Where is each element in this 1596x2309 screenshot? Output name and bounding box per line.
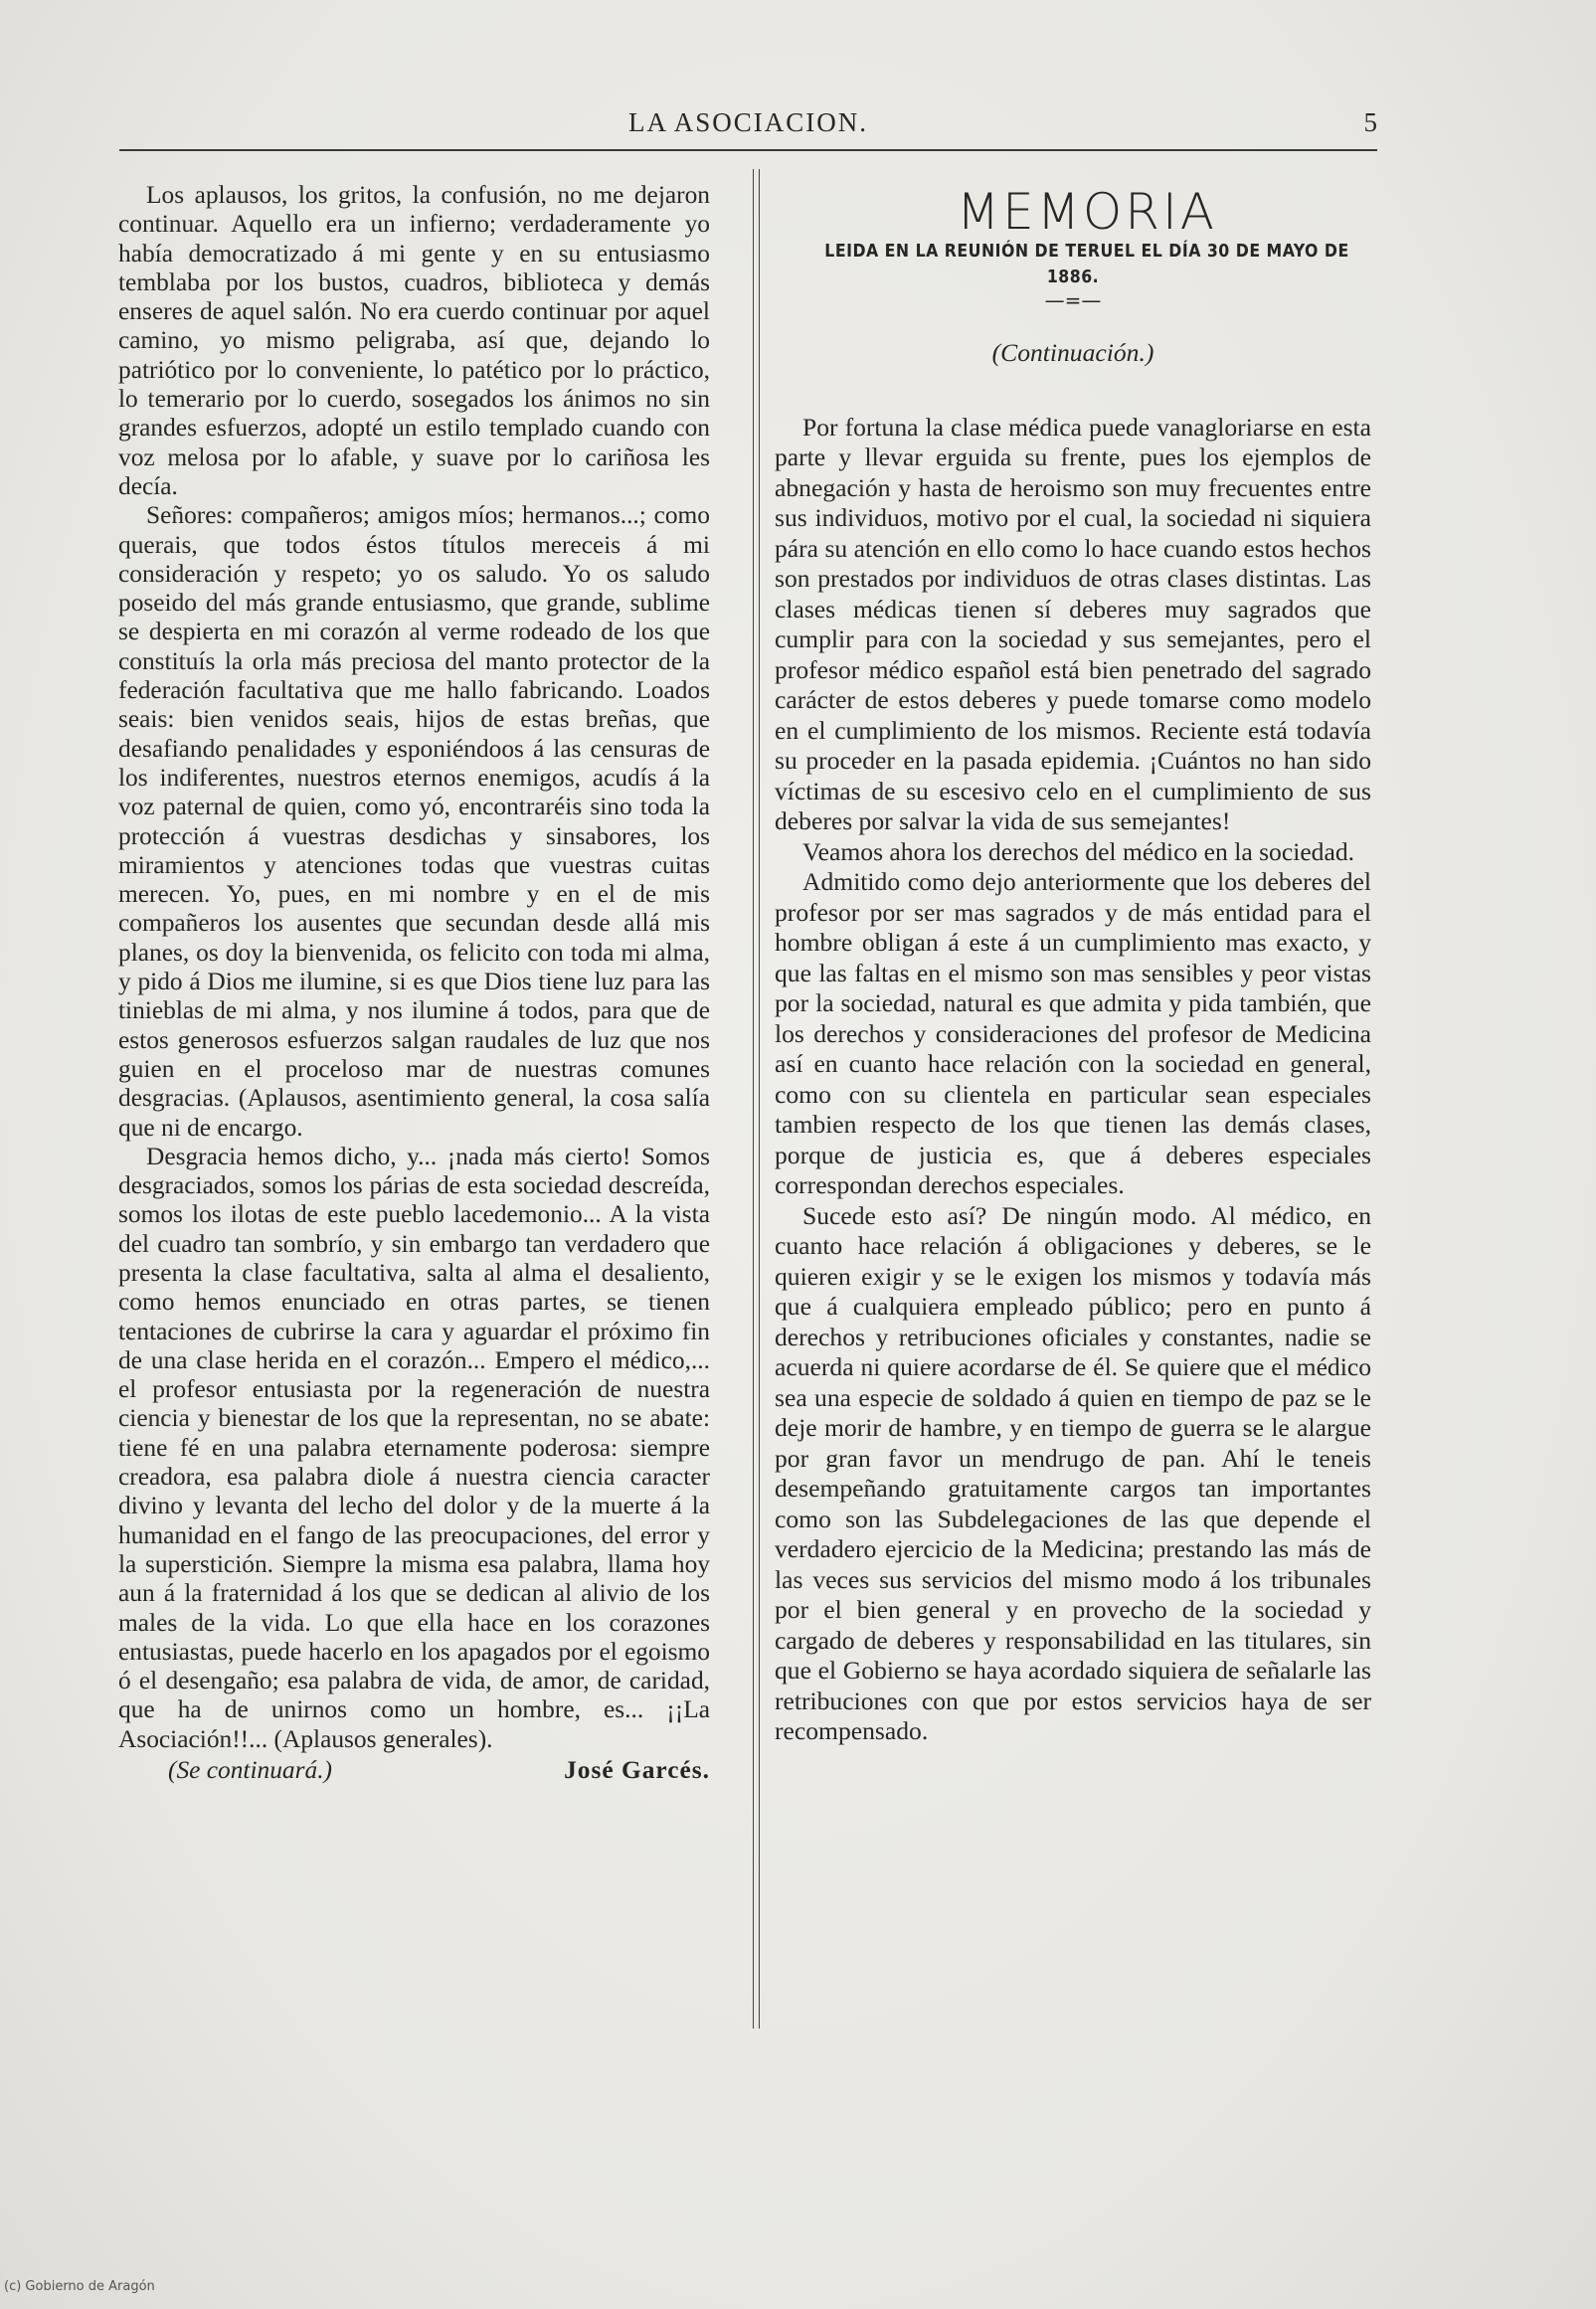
copyright-watermark: (c) Gobierno de Aragón	[4, 2279, 155, 2294]
right-column	[775, 185, 1371, 1747]
column-divider	[753, 169, 760, 2029]
page-header	[119, 107, 1377, 147]
article-paragraph: Señores: compañeros; amigos míos; hermanos...; como querais, que todos éstos títulos mereceis á mi consideración y respeto; yo os saludo. Yo os saludo poseido del más grande entusiasmo, que grande, sublime se despierta en mi corazón al verme rodeado de los que constituís la orla más preciosa del manto protector de la federación facultativa que me hallo fabricando. Loados seais: bien venidos seais, hijos de estas breñas, que desafiando penalidades y esponiéndoos á las censuras de los indiferentes, nuestros eternos enemigos, acudís á la voz paternal de quien, como yó, encontraréis sino toda la protección á vuestras desdichas y sinsabores, los miramientos y atenciones todas que vuestras cuitas merecen. Yo, pues, en mi nombre y en el de mis compañeros los ausentes que secundan desde allá mis planes, os doy la bienvenida, os felicito con toda mi alma, y pido á Dios me ilumine, si es que Dios tiene luz para las tinieblas de mi alma, y nos ilumine á todos, para que de estos generosos esfuerzos salgan raudales de luz que nos guien en el proceloso mar de nuestras comunes desgracias. (Aplausos, asentimiento general, la cosa salía que ni de encargo.	[118, 501, 710, 1142]
article-signoff	[118, 1756, 710, 1785]
article-paragraph: Veamos ahora los derechos del médico en la sociedad.	[802, 836, 1355, 866]
continuation-note: (Se continuará.)	[168, 1756, 333, 1785]
article-paragraph: Desgracia hemos dicho, y... ¡nada más cierto! Somos desgraciados, somos los párias de esta sociedad descreída, somos los ilotas de este pueblo lacedemonio... A la vista del cuadro tan sombrío, y sin embargo tan verdadero que presenta la clase facultativa, salta al alma el desaliento, como hemos enunciado en otras partes, se tienen tentaciones de cubrirse la cara y aguardar el próximo fin de una clase herida en el corazón... Empero el médico,... el profesor entusiasta por la regeneración de nuestra ciencia y bienestar de los que la representan, no se abate: tiene fé en una palabra eternamente poderosa: siempre creadora, esa palabra diole á nuestra ciencia caracter divino y levanta del lecho del dolor y de la muerte á la humanidad en el fango de las preocupaciones, del error y la superstición. Siempre la misma esa palabra, llama hoy aun á la fraternidad á los que se dedican al alivio de los males de la vida. Lo que ella hace en los corazones entusiastas, puede hacerlo en los apagados por el egoismo ó el desengaño; esa palabra de vida, de amor, de caridad, que ha de unirnos como un hombre, es... ¡¡La Asociación!!... (Aplausos generales).	[118, 1142, 710, 1753]
article-paragraph: Sucede esto así? De ningún modo. Al médico, en cuanto hace relación á obligaciones y deberes, se le quieren exigir y se le exigen los mismos y todavía más que á cualquiera empleado público; pero en punto á derechos y retribuciones oficiales y constantes, nadie se acuerda ni quiere acordarse de él. Se quiere que el médico sea una especie de soldado á quien en tiempo de paz se le deje morir de hambre, y en tiempo de guerra se le alargue por gran favor un mendrugo de pan. Ahí le teneis desempeñando gratuitamente cargos tan importantes como son las Subdelegaciones de las que depende el verdadero ejercicio de la Medicina; prestando las más de las veces sus servicios del mismo modo á los tribunales por el bien general y en provecho de la sociedad y cargado de deberes y responsabilidad en las titulares, sin que el Gobierno se haya acordado siquiera de señalarle las retribuciones con que por estos servicios haya de ser recompensado.	[775, 1200, 1371, 1745]
article-paragraph: Por fortuna la clase médica puede vanagloriarse en esta parte y llevar erguida su frente, pues los ejemplos de abnegación y hasta de heroismo son muy frecuentes entre sus individuos, motivo por el cual, la sociedad ni siquiera pára su atención en ello como lo hace cuando estos hechos son prestados por individuos de otras clases distintas. Las clases médicas tienen sí deberes muy sagrados que cumplir para con la sociedad y sus semejantes, pero el profesor médico español está bien penetrado del sagrado carácter de estos deberes y puede tomarse como modelo en el cumplimiento de los mismos. Reciente está todavía su proceder en la pasada epidemia. ¡Cuántos no han sido víctimas de su escesivo celo en el cumplimiento de sus deberes por salvar la vida de sus semejantes!	[775, 412, 1371, 835]
article-paragraph: Admitido como dejo anteriormente que los deberes del profesor por ser mas sagrados y de más entidad para el hombre obligan á este á un cumplimiento mas exacto, y que las faltas en el mismo son mas sensibles y peor vistas por la sociedad, natural es que admita y pida también, que los derechos y consideraciones del profesor de Medicina así en cuanto hace relación con la sociedad en general, como con su clientela en particular sean especiales tambien respecto de los que tienen las demás clases, porque de justicia es, que á deberes especiales correspondan derechos especiales.	[775, 867, 1371, 1199]
page-number: 5	[1363, 107, 1377, 137]
left-column	[118, 181, 710, 1785]
memoria-title: MEMORIA	[957, 183, 1217, 241]
running-title: LA ASOCIACION.	[627, 107, 869, 137]
continuation-label: (Continuación.)	[991, 338, 1154, 367]
memoria-subtitle: LEIDA EN LA REUNIÓN DE TERUEL EL DÍA 30 DE MAYO DE 1886.	[824, 242, 1349, 287]
author-signature: José Garcés.	[564, 1756, 710, 1785]
article-paragraph: Los aplausos, los gritos, la confusión, no me dejaron continuar. Aquello era un infierno; verdaderamente yo había democratizado á mi gente y en su entusiasmo temblaba por los bustos, cuadros, biblioteca y demás enseres de aquel salón. No era cuerdo continuar por aquel camino, yo mismo peligraba, así que, dejando lo patriótico por lo conveniente, lo patético por lo práctico, lo temerario por lo cuerdo, sosegados los ánimos no sin grandes esfuerzos, adopté un estilo templado cuando con voz melosa por lo afable, y suave por lo cariñosa les decía.	[118, 181, 710, 500]
ornament-divider: —=—	[1044, 288, 1102, 312]
header-rule	[119, 149, 1377, 151]
